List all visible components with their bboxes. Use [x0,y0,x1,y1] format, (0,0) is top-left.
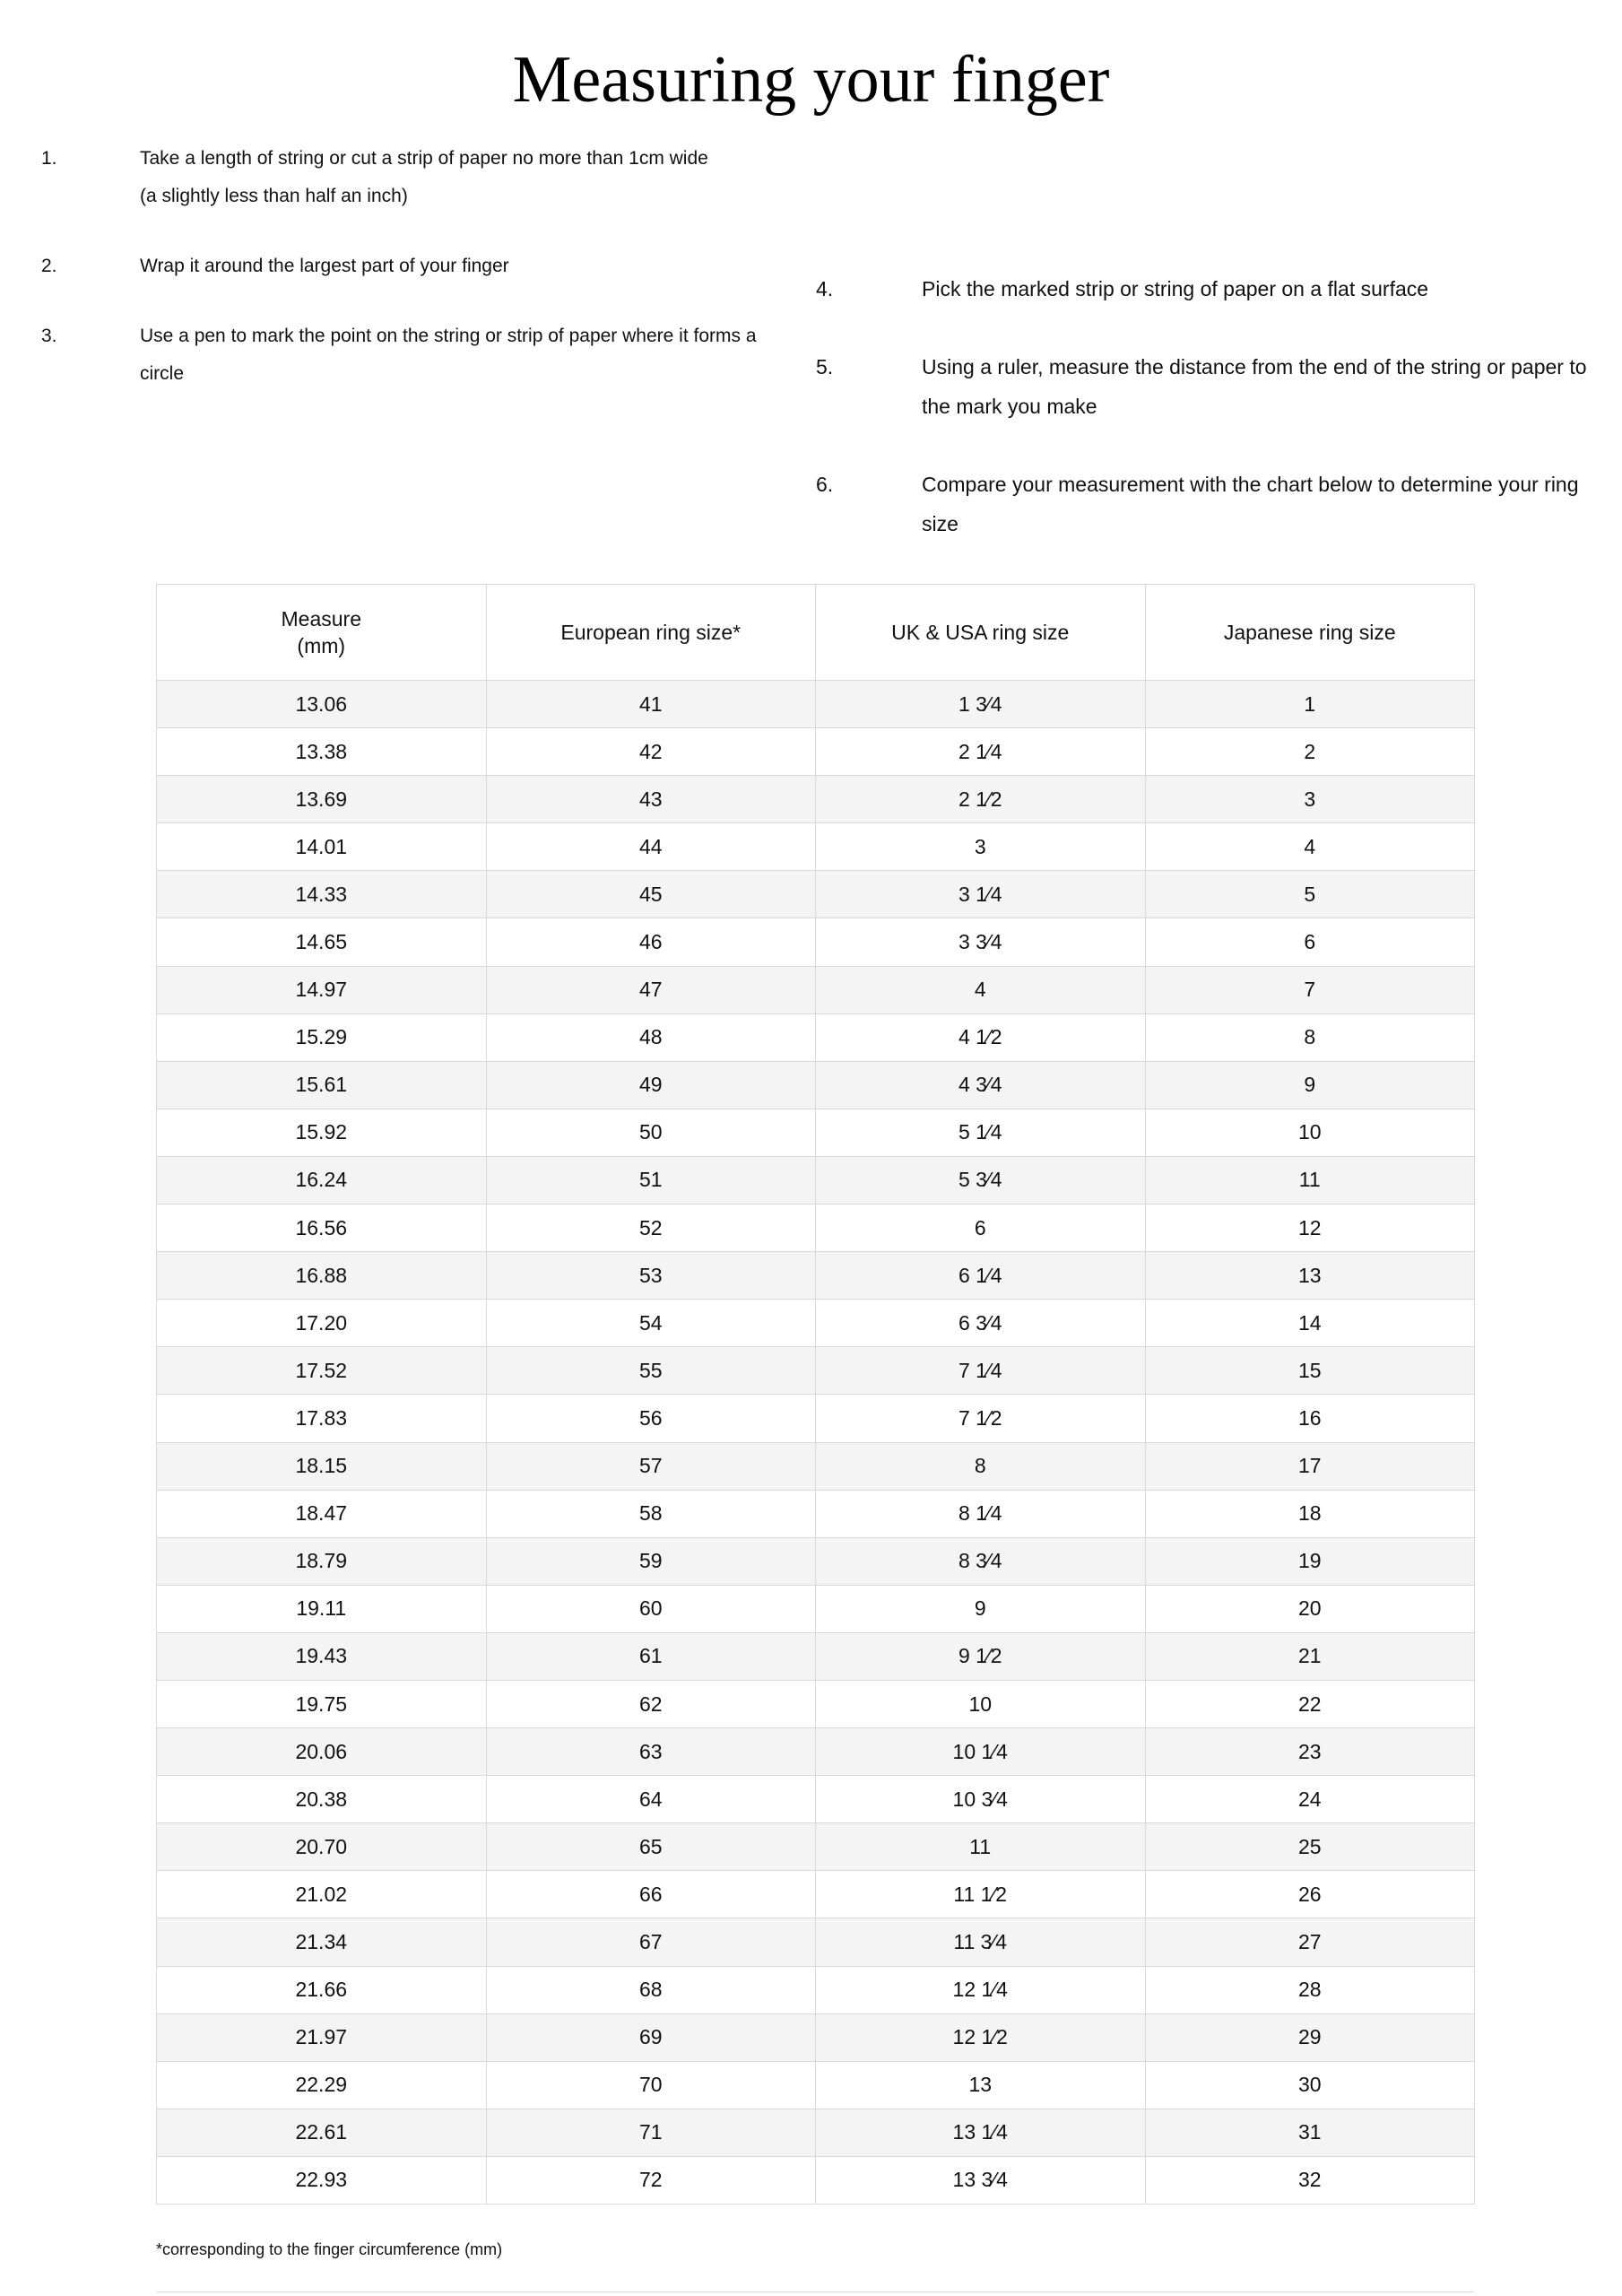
cell-measure: 19.75 [157,1680,487,1727]
table-row [157,1490,1475,1537]
cell-japanese: 16 [1145,1395,1475,1442]
cell-uk-usa: 4 [816,966,1146,1013]
cell-measure: 21.02 [157,1871,487,1918]
cell-measure: 13.38 [157,728,487,776]
table-row [157,1776,1475,1823]
cell-european: 43 [486,776,816,823]
cell-japanese: 4 [1145,823,1475,871]
cell-european: 58 [486,1490,816,1537]
cell-japanese: 29 [1145,2013,1475,2061]
cell-uk-usa: 9 1⁄2 [816,1632,1146,1680]
cell-japanese: 10 [1145,1109,1475,1156]
cell-european: 72 [486,2156,816,2204]
cell-european: 57 [486,1442,816,1490]
step-number: 6. [816,473,834,496]
cell-measure: 15.61 [157,1061,487,1109]
cell-japanese: 27 [1145,1918,1475,1966]
header-european: European ring size* [486,585,816,681]
step-number: 1. [41,148,57,169]
cell-measure: 15.29 [157,1013,487,1061]
table-row [157,1871,1475,1918]
cell-uk-usa: 3 [816,823,1146,871]
cell-measure: 21.97 [157,2013,487,2061]
cell-japanese: 15 [1145,1347,1475,1395]
step-text: Compare your measurement with the chart below to determine your ring size [922,473,1579,535]
table-row [157,1728,1475,1776]
page-title: Measuring your finger [512,43,1110,117]
cell-japanese: 3 [1145,776,1475,823]
cell-european: 42 [486,728,816,776]
cell-european: 59 [486,1537,816,1585]
cell-uk-usa: 10 3⁄4 [816,1776,1146,1823]
cell-uk-usa: 13 3⁄4 [816,2156,1146,2204]
cell-european: 66 [486,1871,816,1918]
footnote: *corresponding to the finger circumference (mm) [156,2240,503,2258]
ring-size-table [156,584,1475,2205]
cell-japanese: 20 [1145,1585,1475,1632]
cell-measure: 15.92 [157,1109,487,1156]
cell-measure: 17.83 [157,1395,487,1442]
cell-measure: 21.66 [157,1966,487,2013]
table-row [157,966,1475,1013]
table-row [157,918,1475,966]
cell-japanese: 22 [1145,1680,1475,1727]
cell-european: 55 [486,1347,816,1395]
cell-measure: 16.56 [157,1205,487,1252]
step-number: 5. [816,355,834,378]
cell-japanese: 11 [1145,1156,1475,1204]
cell-measure: 22.61 [157,2109,487,2156]
table-row [157,1013,1475,1061]
step-text: Take a length of string or cut a strip of paper no more than 1cm wide (a slightly less than half an inch) [140,148,708,206]
ring-size-table-container [156,584,1475,2205]
cell-european: 63 [486,1728,816,1776]
instructions-left [41,140,776,425]
table-header-row [157,585,1475,681]
cell-measure: 14.33 [157,871,487,918]
cell-japanese: 26 [1145,1871,1475,1918]
cell-european: 61 [486,1632,816,1680]
table-row [157,1442,1475,1490]
step-number: 3. [41,326,57,346]
cell-measure: 19.11 [157,1585,487,1632]
cell-measure: 18.79 [157,1537,487,1585]
cell-european: 71 [486,2109,816,2156]
cell-european: 47 [486,966,816,1013]
cell-european: 46 [486,918,816,966]
cell-uk-usa: 8 3⁄4 [816,1537,1146,1585]
table-row [157,1156,1475,1204]
cell-japanese: 13 [1145,1252,1475,1300]
cell-japanese: 24 [1145,1776,1475,1823]
cell-measure: 16.24 [157,1156,487,1204]
cell-measure: 18.47 [157,1490,487,1537]
cell-uk-usa: 12 1⁄2 [816,2013,1146,2061]
table-row [157,1109,1475,1156]
cell-japanese: 19 [1145,1537,1475,1585]
step-5 [816,347,1605,426]
table-body [157,681,1475,2205]
cell-measure: 14.65 [157,918,487,966]
cell-measure: 13.69 [157,776,487,823]
cell-japanese: 1 [1145,681,1475,728]
cell-measure: 14.01 [157,823,487,871]
cell-uk-usa: 9 [816,1585,1146,1632]
table-row [157,823,1475,871]
cell-japanese: 8 [1145,1013,1475,1061]
cell-uk-usa: 1 3⁄4 [816,681,1146,728]
cell-european: 69 [486,2013,816,2061]
cell-japanese: 7 [1145,966,1475,1013]
cell-measure: 21.34 [157,1918,487,1966]
cell-uk-usa: 10 1⁄4 [816,1728,1146,1776]
table-row [157,1061,1475,1109]
cell-measure: 22.29 [157,2061,487,2109]
cell-european: 67 [486,1918,816,1966]
cell-uk-usa: 3 3⁄4 [816,918,1146,966]
step-number: 4. [816,277,834,300]
table-row [157,1680,1475,1727]
step-2 [41,248,776,285]
step-text: Using a ruler, measure the distance from the end of the string or paper to the mark you make [922,355,1587,418]
cell-japanese: 5 [1145,871,1475,918]
table-row [157,681,1475,728]
cell-japanese: 31 [1145,2109,1475,2156]
cell-european: 44 [486,823,816,871]
table-row [157,1205,1475,1252]
cell-european: 49 [486,1061,816,1109]
cell-uk-usa: 8 1⁄4 [816,1490,1146,1537]
cell-japanese: 6 [1145,918,1475,966]
cell-uk-usa: 2 1⁄4 [816,728,1146,776]
cell-measure: 13.06 [157,681,487,728]
cell-measure: 20.06 [157,1728,487,1776]
cell-european: 62 [486,1680,816,1727]
cell-european: 64 [486,1776,816,1823]
cell-uk-usa: 4 3⁄4 [816,1061,1146,1109]
table-row [157,1537,1475,1585]
cell-uk-usa: 6 3⁄4 [816,1300,1146,1347]
cell-uk-usa: 3 1⁄4 [816,871,1146,918]
header-uk-usa: UK & USA ring size [816,585,1146,681]
instructions-right [816,269,1605,582]
table-row [157,2061,1475,2109]
table-row [157,1252,1475,1300]
cell-uk-usa: 13 1⁄4 [816,2109,1146,2156]
cell-european: 51 [486,1156,816,1204]
step-4 [816,269,1605,309]
cell-japanese: 12 [1145,1205,1475,1252]
cell-measure: 20.70 [157,1823,487,1871]
cell-european: 60 [486,1585,816,1632]
cell-uk-usa: 11 [816,1823,1146,1871]
step-text: Pick the marked strip or string of paper on a flat surface [922,277,1429,300]
cell-european: 48 [486,1013,816,1061]
cell-japanese: 2 [1145,728,1475,776]
table-row [157,1966,1475,2013]
cell-japanese: 32 [1145,2156,1475,2204]
cell-uk-usa: 12 1⁄4 [816,1966,1146,2013]
cell-japanese: 23 [1145,1728,1475,1776]
cell-japanese: 9 [1145,1061,1475,1109]
cell-japanese: 18 [1145,1490,1475,1537]
cell-european: 54 [486,1300,816,1347]
cell-european: 52 [486,1205,816,1252]
cell-uk-usa: 2 1⁄2 [816,776,1146,823]
cell-measure: 17.20 [157,1300,487,1347]
cell-japanese: 25 [1145,1823,1475,1871]
table-row [157,776,1475,823]
step-3 [41,317,776,393]
cell-european: 65 [486,1823,816,1871]
step-text: Wrap it around the largest part of your finger [140,256,509,276]
step-number: 2. [41,256,57,276]
cell-european: 45 [486,871,816,918]
header-japanese: Japanese ring size [1145,585,1475,681]
table-row [157,2013,1475,2061]
cell-measure: 19.43 [157,1632,487,1680]
cell-measure: 16.88 [157,1252,487,1300]
step-text: Use a pen to mark the point on the string or strip of paper where it forms a circle [140,326,757,384]
table-row [157,1347,1475,1395]
cell-japanese: 30 [1145,2061,1475,2109]
table-row [157,2156,1475,2204]
table-row [157,1632,1475,1680]
cell-uk-usa: 5 3⁄4 [816,1156,1146,1204]
cell-measure: 22.93 [157,2156,487,2204]
header-measure: Measure (mm) [157,585,487,681]
cell-measure: 18.15 [157,1442,487,1490]
cell-japanese: 14 [1145,1300,1475,1347]
table-row [157,1395,1475,1442]
table-row [157,728,1475,776]
cell-european: 53 [486,1252,816,1300]
cell-japanese: 21 [1145,1632,1475,1680]
cell-uk-usa: 4 1⁄2 [816,1013,1146,1061]
table-row [157,1918,1475,1966]
cell-japanese: 28 [1145,1966,1475,2013]
table-row [157,1823,1475,1871]
cell-european: 70 [486,2061,816,2109]
step-6 [816,465,1605,544]
cell-measure: 17.52 [157,1347,487,1395]
cell-japanese: 17 [1145,1442,1475,1490]
cell-european: 56 [486,1395,816,1442]
cell-uk-usa: 11 1⁄2 [816,1871,1146,1918]
cell-uk-usa: 6 1⁄4 [816,1252,1146,1300]
cell-measure: 14.97 [157,966,487,1013]
cell-uk-usa: 7 1⁄2 [816,1395,1146,1442]
cell-uk-usa: 6 [816,1205,1146,1252]
cell-european: 50 [486,1109,816,1156]
table-row [157,871,1475,918]
cell-uk-usa: 8 [816,1442,1146,1490]
cell-uk-usa: 7 1⁄4 [816,1347,1146,1395]
table-row [157,1300,1475,1347]
cell-european: 68 [486,1966,816,2013]
cell-uk-usa: 5 1⁄4 [816,1109,1146,1156]
cell-uk-usa: 11 3⁄4 [816,1918,1146,1966]
table-row [157,1585,1475,1632]
step-1 [41,140,776,215]
table-row [157,2109,1475,2156]
cell-uk-usa: 13 [816,2061,1146,2109]
cell-measure: 20.38 [157,1776,487,1823]
cell-european: 41 [486,681,816,728]
cell-uk-usa: 10 [816,1680,1146,1727]
